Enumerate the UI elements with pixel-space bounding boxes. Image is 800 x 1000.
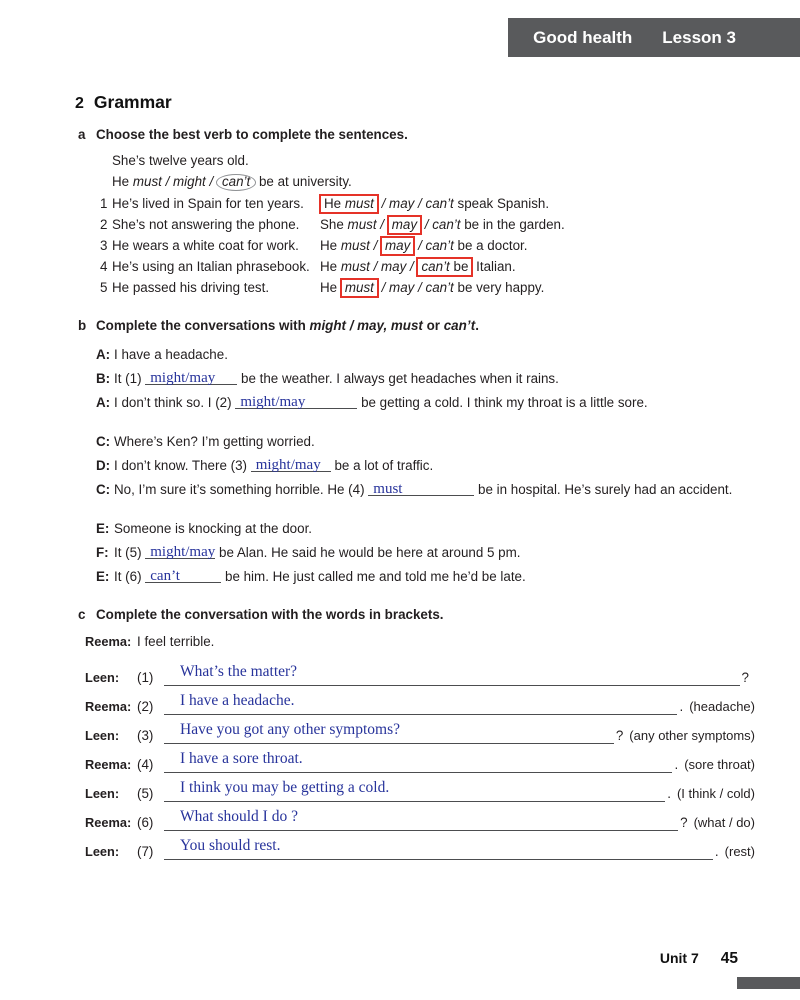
exercise-a-items xyxy=(75,193,755,298)
answer-line xyxy=(164,692,677,715)
dialogue-line xyxy=(96,541,755,565)
dialogue-text: Someone is knocking at the door. xyxy=(114,521,313,536)
line-end-punctuation: ? xyxy=(741,670,749,685)
speaker-label: Reema: xyxy=(85,815,132,830)
handwritten-answer: might/may xyxy=(255,457,321,473)
answer-blank xyxy=(145,565,221,583)
handwritten-answer: might/may xyxy=(150,370,216,386)
exercise-a-item xyxy=(100,235,755,256)
item-number: 1 xyxy=(100,196,108,211)
item-number: 2 xyxy=(100,217,108,232)
item-number: (5) xyxy=(137,786,154,801)
speaker-label: A: xyxy=(96,395,111,410)
exercise-a-item xyxy=(100,193,755,214)
section-heading xyxy=(75,92,755,113)
conversation-row xyxy=(85,836,755,860)
handwritten-answer: can’t xyxy=(150,568,180,584)
dialogue-line xyxy=(96,367,755,391)
speaker-label: Leen: xyxy=(85,670,120,685)
boxed-answer: can’t be xyxy=(416,257,473,277)
dialogue-line xyxy=(96,391,755,415)
hint-text: (headache) xyxy=(689,699,755,714)
hint-text: (any other symptoms) xyxy=(629,728,755,743)
answer-blank xyxy=(368,478,474,496)
example-sentence: She’s twelve years old. xyxy=(112,153,249,168)
exercise-a xyxy=(75,127,755,298)
handwritten-answer: I think you may be getting a cold. xyxy=(180,779,390,796)
lesson-label: Lesson 3 xyxy=(662,27,736,47)
speaker-label: B: xyxy=(96,371,111,386)
speaker-label: C: xyxy=(96,482,111,497)
item-options: He must / may / can’t be a doctor. xyxy=(320,235,755,256)
dialogue-group xyxy=(96,517,755,589)
answer-line xyxy=(164,837,713,860)
speaker-label: Reema: xyxy=(85,699,132,714)
line-end-punctuation: . xyxy=(679,699,684,714)
speaker-label: Reema: xyxy=(85,757,132,772)
item-options: He must / may / can’t be Italian. xyxy=(320,256,755,277)
item-number: 5 xyxy=(100,280,108,295)
dialogue-text: I don’t know. There (3) might/may be a lot of traffic. xyxy=(114,454,433,478)
item-number: (6) xyxy=(137,815,154,830)
handwritten-answer: I have a headache. xyxy=(180,692,295,709)
item-number: (4) xyxy=(137,757,154,772)
exercise-instructions: Complete the conversations with might / may, must or can’t. xyxy=(96,318,479,333)
exercise-letter: a xyxy=(78,127,86,142)
speaker-label: F: xyxy=(96,545,109,560)
answer-line xyxy=(164,779,665,802)
item-options: She must / may / can’t be in the garden. xyxy=(320,214,755,235)
handwritten-answer: Have you got any other symptoms? xyxy=(180,721,400,738)
item-number: 4 xyxy=(100,259,108,274)
handwritten-answer: must xyxy=(373,481,403,497)
exercise-letter: b xyxy=(78,318,87,333)
speaker-label: D: xyxy=(96,458,111,473)
unit-label: Unit 7 xyxy=(659,950,699,966)
speaker-label: Reema: xyxy=(85,634,132,649)
exercise-c xyxy=(75,607,755,860)
exercise-instructions: Complete the conversation with the words in brackets. xyxy=(96,607,444,622)
exercise-a-item xyxy=(100,214,755,235)
item-prompt: She’s not answering the phone. xyxy=(112,217,300,232)
page-content xyxy=(75,92,755,865)
answer-blank xyxy=(145,541,215,559)
conversation-row xyxy=(85,749,755,773)
item-number: (2) xyxy=(137,699,154,714)
dialogue-text: It (5) might/may be Alan. He said he would be here at around 5 pm. xyxy=(114,541,521,565)
exercise-a-item xyxy=(100,277,755,298)
line-end-punctuation: ? xyxy=(615,728,624,743)
item-options: He must / may / can’t be very happy. xyxy=(320,277,755,298)
dialogue-text: I don’t think so. I (2) might/may be getting a cold. I think my throat is a little sore. xyxy=(114,391,648,415)
speaker-label: E: xyxy=(96,521,110,536)
conversation-row xyxy=(85,807,755,831)
answer-line xyxy=(164,808,678,831)
handwritten-answer: You should rest. xyxy=(180,837,281,854)
unit-title: Good health xyxy=(533,27,633,47)
conversation-row xyxy=(85,778,755,802)
boxed-answer: must xyxy=(340,278,379,298)
item-options: He must / may / can’t speak Spanish. xyxy=(320,193,755,214)
exercise-a-header xyxy=(75,127,755,142)
dialogue-text: It (1) might/may be the weather. I always get headaches when it rains. xyxy=(114,367,559,391)
dialogue-line xyxy=(96,565,755,589)
dialogue-group xyxy=(96,343,755,415)
hint-text: (I think / cold) xyxy=(676,786,755,801)
speaker-label: E: xyxy=(96,569,110,584)
exercise-c-header xyxy=(75,607,755,622)
dialogue-text: Where’s Ken? I’m getting worried. xyxy=(114,434,315,449)
item-prompt: He passed his driving test. xyxy=(112,280,270,295)
dialogue-text: I have a headache. xyxy=(114,347,228,362)
speaker-label: Leen: xyxy=(85,786,120,801)
boxed-answer: may xyxy=(387,215,422,235)
dialogue-line xyxy=(96,343,755,367)
answer-blank xyxy=(251,454,331,472)
dialogue-text: It (6) can’t be him. He just called me and told me he’d be late. xyxy=(114,565,526,589)
exercise-a-item xyxy=(100,256,755,277)
dialogue-line xyxy=(96,517,755,541)
item-prompt: He’s using an Italian phrasebook. xyxy=(112,259,310,274)
section-title: Grammar xyxy=(93,92,172,112)
hint-text: (rest) xyxy=(724,844,755,859)
item-prompt: He’s lived in Spain for ten years. xyxy=(112,196,304,211)
item-number: (1) xyxy=(137,670,154,685)
page-number: 45 xyxy=(720,950,738,967)
item-prompt: He wears a white coat for work. xyxy=(112,238,299,253)
dialogue-group xyxy=(96,430,755,502)
answer-blank xyxy=(145,367,237,385)
footer-bar xyxy=(737,977,800,989)
circled-answer: can’t xyxy=(216,174,256,191)
hint-text: (what / do) xyxy=(693,815,755,830)
footer xyxy=(660,950,738,968)
boxed-answer: may xyxy=(380,236,415,256)
line-end-punctuation: . xyxy=(714,844,719,859)
handwritten-answer: I have a sore throat. xyxy=(180,750,303,767)
example-sentence: He must / might / can’t be at university. xyxy=(112,174,352,189)
speaker-label: Leen: xyxy=(85,728,120,743)
answer-line xyxy=(164,663,740,686)
conversation-row xyxy=(85,662,755,686)
speaker-label: A: xyxy=(96,347,111,362)
conversation-row xyxy=(85,720,755,744)
item-number: (7) xyxy=(137,844,154,859)
dialogue-text: I feel terrible. xyxy=(137,634,215,649)
handwritten-answer: might/may xyxy=(240,394,306,410)
hint-text: (sore throat) xyxy=(684,757,755,772)
exercise-instructions: Choose the best verb to complete the sentences. xyxy=(96,127,408,142)
section-number: 2 xyxy=(75,95,84,112)
exercise-b-header xyxy=(75,318,755,333)
line-end-punctuation: ? xyxy=(680,815,688,830)
lesson-banner xyxy=(508,18,800,57)
exercise-b xyxy=(75,318,755,589)
dialogue-line xyxy=(96,454,755,478)
answer-line xyxy=(164,721,614,744)
dialogue-text: No, I’m sure it’s something horrible. He (4) must be in hospital. He’s surely had an accident. xyxy=(114,478,732,502)
item-number: 3 xyxy=(100,238,108,253)
answer-blank xyxy=(235,391,357,409)
speaker-label: C: xyxy=(96,434,111,449)
dialogue-line xyxy=(96,478,755,502)
item-number: (3) xyxy=(137,728,154,743)
handwritten-answer: What’s the matter? xyxy=(180,663,298,680)
answer-line xyxy=(164,750,672,773)
line-end-punctuation: . xyxy=(674,757,679,772)
exercise-letter: c xyxy=(78,607,86,622)
speaker-label: Leen: xyxy=(85,844,120,859)
handwritten-answer: might/may xyxy=(150,544,216,560)
line-end-punctuation: . xyxy=(667,786,671,801)
conversation-intro xyxy=(85,634,755,649)
conversation-row xyxy=(85,691,755,715)
dialogue-line xyxy=(96,430,755,454)
handwritten-answer: What should I do ? xyxy=(180,808,298,825)
boxed-answer: He must xyxy=(319,194,379,214)
